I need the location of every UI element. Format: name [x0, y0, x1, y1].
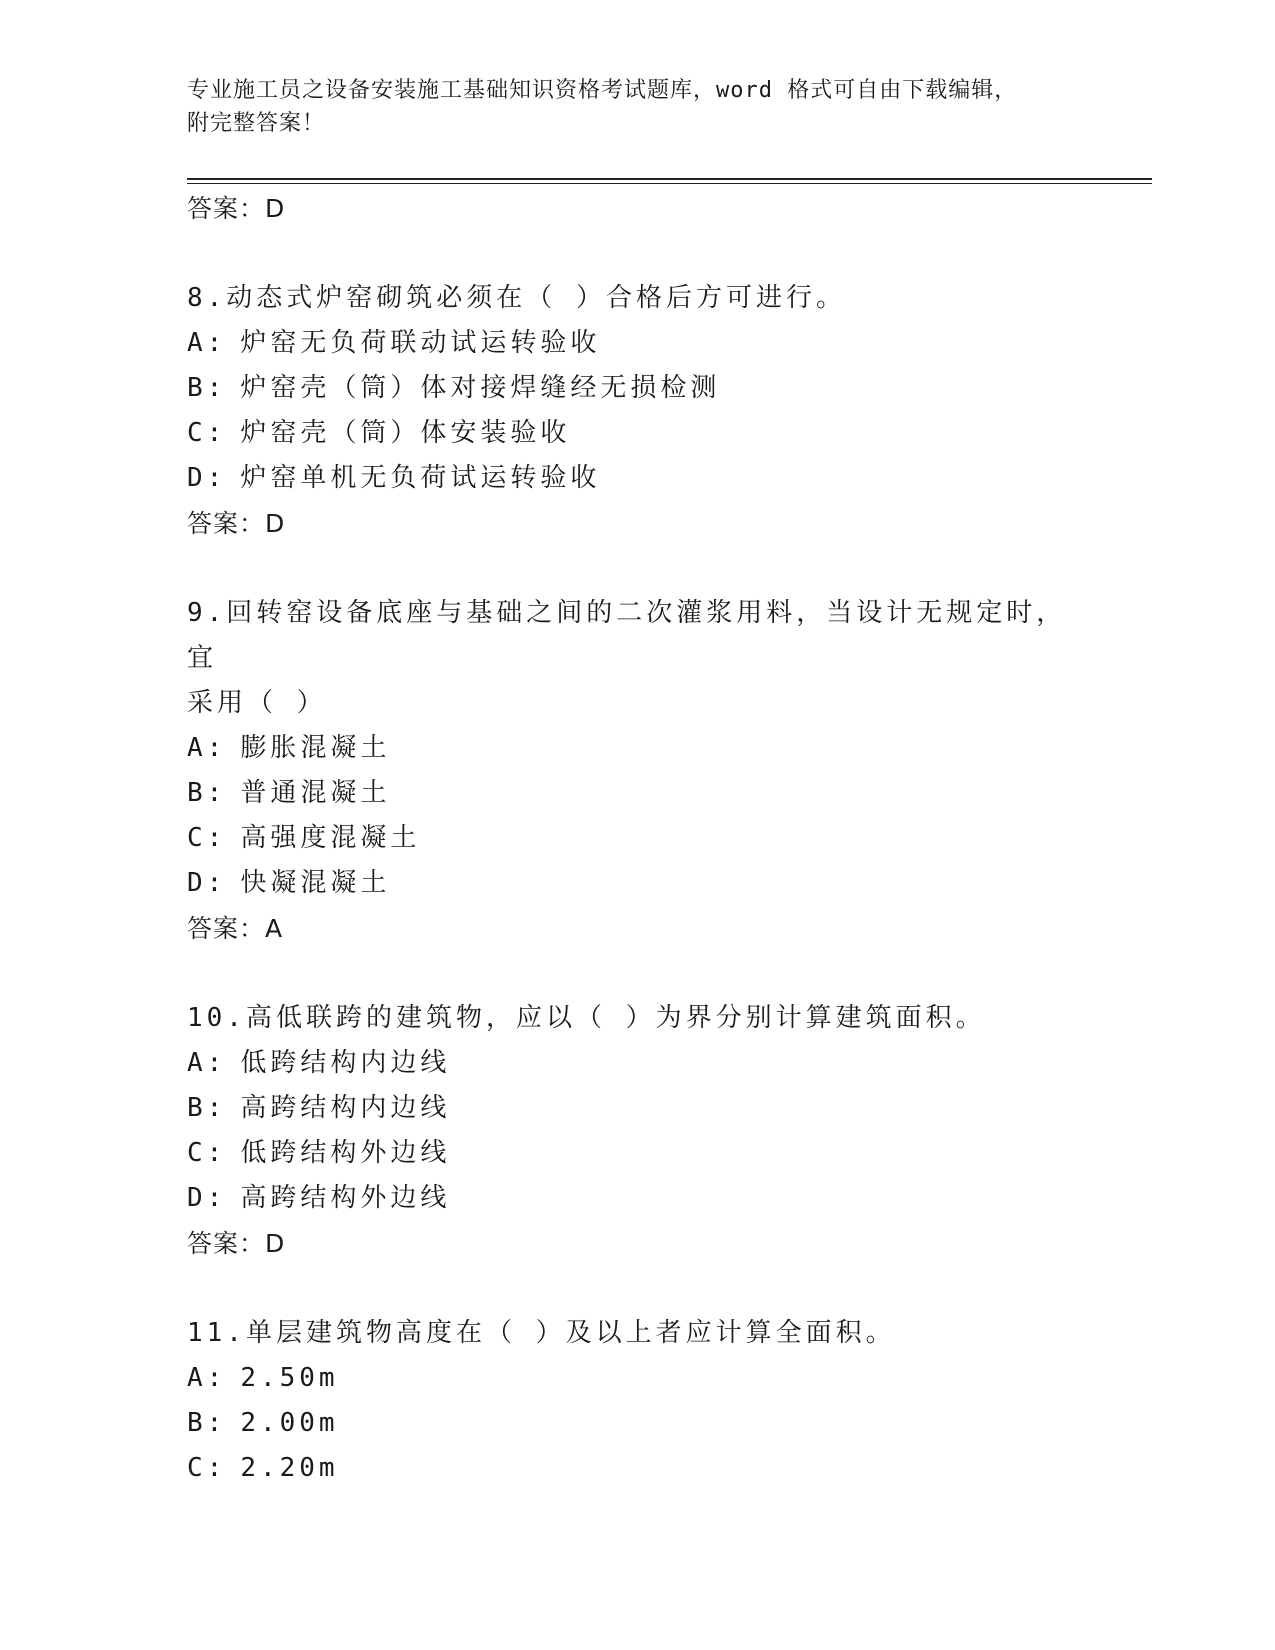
option-text: 2.20m [240, 1453, 339, 1483]
option-a [187, 1356, 1087, 1401]
option-letter: C: [187, 1453, 227, 1483]
option-letter: D: [187, 463, 227, 493]
option-c [187, 816, 1087, 861]
answer-line: 答案：D [187, 509, 286, 538]
option-a [187, 1041, 1087, 1086]
option-c [187, 411, 1087, 456]
option-letter: C: [187, 1138, 227, 1168]
option-letter: D: [187, 1183, 227, 1213]
option-letter: D: [187, 868, 227, 898]
question-text: 11.单层建筑物高度在（ ）及以上者应计算全面积。 [187, 1318, 896, 1348]
option-letter: A: [187, 328, 227, 358]
spacer [187, 547, 1087, 591]
option-b [187, 366, 1087, 411]
option-letter: C: [187, 418, 227, 448]
option-text: 炉窑无负荷联动试运转验收 [240, 328, 601, 358]
spacer [187, 1267, 1087, 1311]
option-c [187, 1446, 1087, 1491]
answer-line: 答案：D [187, 1229, 286, 1258]
option-letter: A: [187, 733, 227, 763]
question-8 [187, 276, 1087, 547]
option-d [187, 1176, 1087, 1221]
page-header [187, 74, 1087, 140]
option-text: 快凝混凝土 [240, 868, 391, 898]
option-text: 高跨结构内边线 [240, 1093, 451, 1123]
question-text: 9.回转窑设备底座与基础之间的二次灌浆用料，当设计无规定时，宜 [187, 598, 1067, 673]
option-b [187, 771, 1087, 816]
option-text: 低跨结构外边线 [240, 1138, 451, 1168]
spacer [187, 232, 1087, 276]
option-b [187, 1401, 1087, 1446]
option-letter: A: [187, 1363, 227, 1393]
question-10 [187, 996, 1087, 1267]
option-a [187, 726, 1087, 771]
header-divider-thick [187, 178, 1152, 180]
option-c [187, 1131, 1087, 1176]
option-text: 普通混凝土 [240, 778, 391, 808]
option-text: 炉窑壳（筒）体安装验收 [240, 418, 571, 448]
option-text: 低跨结构内边线 [240, 1048, 451, 1078]
question-text: 10.高低联跨的建筑物，应以（ ）为界分别计算建筑面积。 [187, 1003, 986, 1033]
option-d [187, 861, 1087, 906]
option-d [187, 456, 1087, 501]
answer-line: 答案：D [187, 194, 286, 223]
option-letter: B: [187, 778, 227, 808]
option-text: 炉窑单机无负荷试运转验收 [240, 463, 601, 493]
header-line-2: 附完整答案！ [187, 111, 326, 136]
option-letter: A: [187, 1048, 227, 1078]
question-11 [187, 1311, 1087, 1491]
option-text: 高强度混凝土 [240, 823, 421, 853]
question-text: 8.动态式炉窑砌筑必须在（ ）合格后方可进行。 [187, 283, 846, 313]
option-text: 膨胀混凝土 [240, 733, 391, 763]
header-divider-thin [187, 183, 1152, 184]
question-list [187, 186, 1087, 1491]
option-b [187, 1086, 1087, 1131]
answer-line: 答案：A [187, 914, 284, 943]
option-letter: C: [187, 823, 227, 853]
spacer [187, 952, 1087, 996]
question-text-continued: 采用（ ） [187, 688, 327, 718]
option-letter: B: [187, 1408, 227, 1438]
option-text: 2.00m [240, 1408, 339, 1438]
option-text: 高跨结构外边线 [240, 1183, 451, 1213]
option-letter: B: [187, 1093, 227, 1123]
option-a [187, 321, 1087, 366]
option-text: 炉窑壳（筒）体对接焊缝经无损检测 [240, 373, 721, 403]
header-line-1: 专业施工员之设备安装施工基础知识资格考试题库，word 格式可自由下载编辑， [187, 78, 1018, 103]
option-text: 2.50m [240, 1363, 339, 1393]
question-9 [187, 591, 1087, 952]
option-letter: B: [187, 373, 227, 403]
